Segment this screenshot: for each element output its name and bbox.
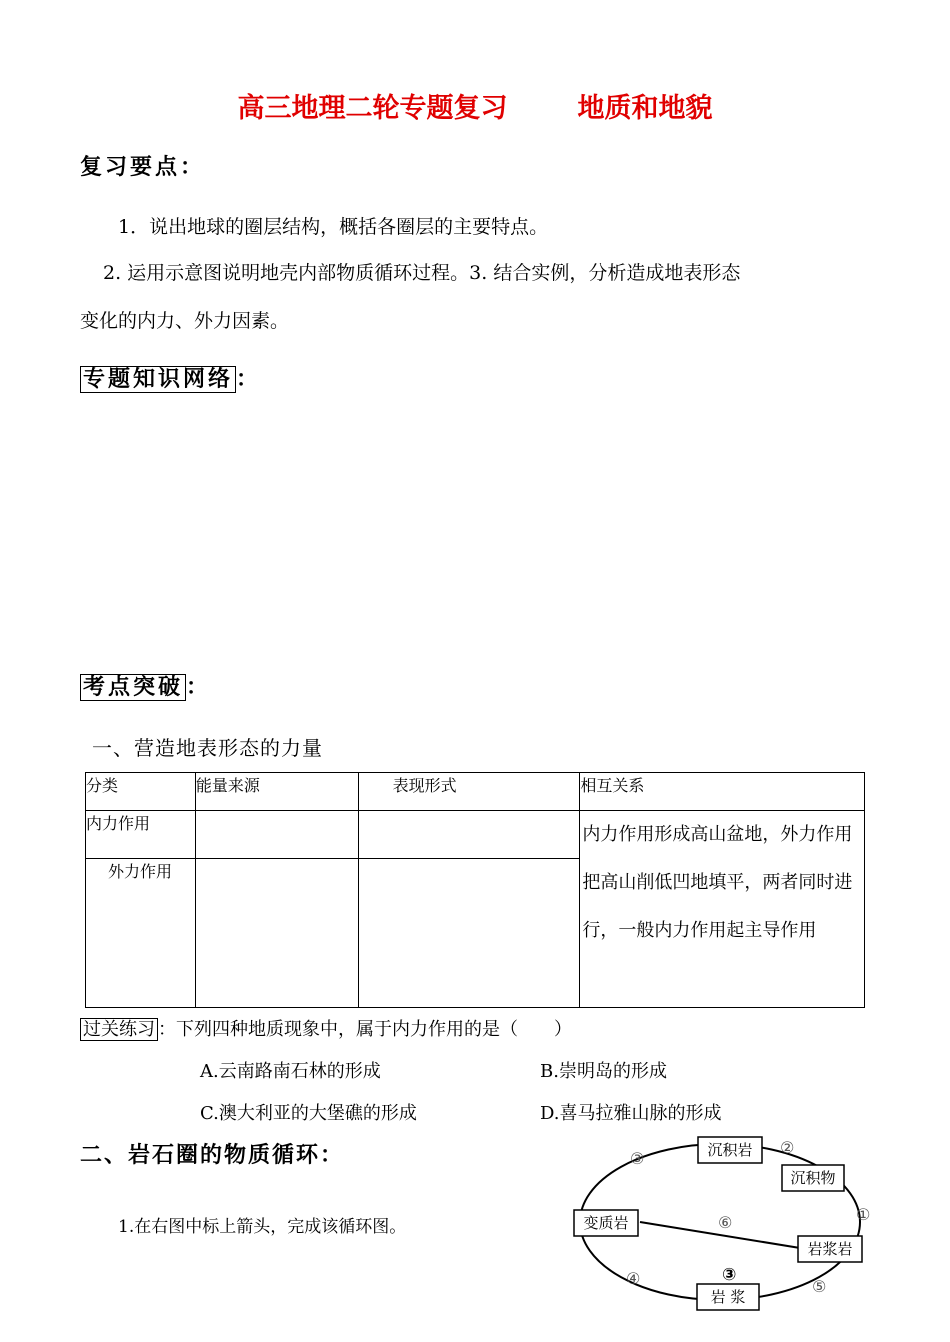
number-6: ⑥ <box>718 1213 733 1232</box>
svg-text:沉积岩: 沉积岩 <box>707 1141 753 1159</box>
table-cell[interactable] <box>195 811 358 859</box>
node-magma <box>697 1284 759 1310</box>
section1-heading: 一、营造地表形态的力量 <box>92 736 323 760</box>
page-title: 高三地理二轮专题复习 地质和地貌 <box>237 93 713 124</box>
number-2: ② <box>780 1138 795 1157</box>
table-cell[interactable] <box>358 859 580 1008</box>
table-header: 相互关系 <box>580 773 865 811</box>
breakthrough-heading: 考点突破 ： <box>80 670 211 701</box>
table-header-row <box>86 773 865 811</box>
exercise-question: ：下列四种地质现象中，属于内力作用的是（ ） <box>158 1019 572 1040</box>
svg-text:岩 浆: 岩 浆 <box>710 1288 746 1306</box>
table-header: 表现形式 <box>358 773 580 811</box>
number-3: ③ <box>630 1149 645 1168</box>
number-1: ① <box>856 1205 871 1224</box>
breakthrough-label: 考点突破 <box>80 674 186 701</box>
review-points-heading: 复习要点： <box>80 155 206 180</box>
row-label-internal: 内力作用 <box>86 811 196 859</box>
network-label: 专题知识网络 <box>80 366 236 393</box>
number-5: ⑤ <box>812 1277 827 1296</box>
option-d[interactable]: D.喜马拉雅山脉的形成 <box>540 1103 722 1124</box>
table-cell[interactable] <box>358 811 580 859</box>
row-label-external: 外力作用 <box>86 859 196 1008</box>
node-igneous-rock <box>798 1236 862 1262</box>
option-b[interactable]: B.崇明岛的形成 <box>540 1061 667 1082</box>
network-heading: 专题知识网络 ： <box>80 362 261 393</box>
forces-table <box>85 772 865 1008</box>
review-item-2-line2: 变化的内力、外力因素。 <box>80 310 290 332</box>
option-a[interactable]: A.云南路南石林的形成 <box>200 1061 381 1082</box>
node-sedimentary-rock <box>698 1137 762 1163</box>
node-metamorphic-rock <box>574 1210 638 1236</box>
option-c[interactable]: C.澳大利亚的大堡礁的形成 <box>200 1103 417 1124</box>
svg-text:沉积物: 沉积物 <box>790 1169 836 1187</box>
section2-heading: 二、岩石圈的物质循环： <box>80 1142 345 1168</box>
svg-text:变质岩: 变质岩 <box>583 1214 629 1232</box>
review-item-2-line1: 2. 运用示意图说明地壳内部物质循环过程。3. 结合实例，分析造成地表形态 <box>103 262 741 284</box>
node-sediment <box>782 1165 844 1191</box>
exercise-line <box>80 1015 572 1041</box>
table-header: 分类 <box>86 773 196 811</box>
relation-cell: 内力作用形成高山盆地，外力作用把高山削低凹地填平，两者同时进行，一般内力作用起主导作用 <box>580 811 865 1008</box>
review-item-1: 1．说出地球的圈层结构，概括各圈层的主要特点。 <box>118 216 549 238</box>
table-row <box>86 811 865 859</box>
table-header: 能量来源 <box>195 773 358 811</box>
section2-task: 1.在右图中标上箭头，完成该循环图。 <box>118 1217 407 1237</box>
table-cell[interactable] <box>195 859 358 1008</box>
exercise-label: 过关练习 <box>80 1018 158 1041</box>
rock-cycle-diagram <box>560 1128 890 1313</box>
svg-text:岩浆岩: 岩浆岩 <box>807 1240 853 1258</box>
number-3-magma: ③ <box>722 1265 737 1285</box>
number-4: ④ <box>626 1269 641 1288</box>
